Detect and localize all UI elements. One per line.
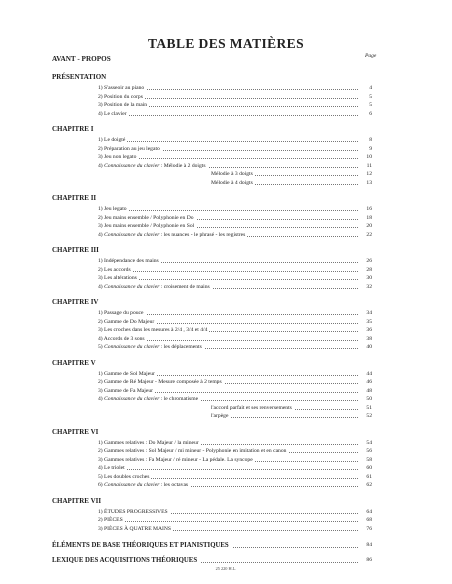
entry-page-number: 40 [358,343,372,352]
entry-text: 2) Les accords [98,266,131,273]
entry-text: 3) Gamme de Fa Majeur [98,387,153,394]
entry-page-number: 22 [358,231,372,240]
entry-page-number: 50 [358,395,372,404]
entry-text: Mélodie à 3 doigts [211,171,253,177]
section-heading: PRÉSENTATION [52,73,107,81]
entry-page-number: 60 [358,464,372,473]
entry-text: l'accord parfait et ses renversements [211,404,292,411]
toc-entry [52,222,372,231]
entry-italic-text: Connaissance du clavier [104,162,160,169]
dot-leader [98,521,358,522]
entry-title [98,258,161,264]
entry-title [98,474,151,480]
entry-title [98,388,155,394]
entry-text: 2) Position du corps [98,93,143,100]
toc-entry [52,343,372,352]
entry-italic-text: Connaissance du clavier [104,231,160,238]
entry-title [98,440,201,446]
page-title: TABLE DES MATIÈRES [148,36,304,51]
toc-entry [52,439,372,448]
toc-section [52,497,372,534]
toc-entry [52,205,372,214]
entry-page-number: 9 [358,145,372,154]
entry-page-number: 56 [358,447,372,456]
toc-entry [52,257,372,266]
entry-page-number: 8 [358,136,372,145]
entry-page-number: 34 [358,309,372,318]
toc-entry [52,387,372,396]
entry-page-number: 54 [358,439,372,448]
entry-text: Mélodie à 4 doigts [211,179,253,186]
entry-page-number: 12 [358,170,372,179]
entry-title [211,180,255,186]
table-of-contents [52,73,372,566]
entry-page-number: 28 [358,266,372,275]
entry-title [98,223,196,229]
entry-text: 3) Gammes relatives : Fa Majeur / ré mineur - La pédale. La syncope [98,456,253,463]
entry-title [211,405,294,411]
entry-title [98,154,138,160]
bottom-entry-title: LEXIQUE DES ACQUISITIONS THÉORIQUES [52,557,200,564]
entry-text: 2) Jeu mains ensemble / Polyphonie en Do [98,214,194,221]
entry-title [98,232,247,238]
entry-text: 4) [98,162,105,169]
entry-text: 2) Gamme de Do Majeur [98,318,155,325]
entry-title [98,284,212,290]
toc-entry [52,266,372,275]
entry-text: 4) [98,231,105,238]
section-heading: CHAPITRE I [52,125,94,133]
entry-title [98,94,145,100]
entry-text-rest: : le chromatisme [159,396,199,402]
footer-code: 25 220 H.L. [215,566,237,571]
toc-entry [52,214,372,223]
toc-entry [52,84,372,93]
toc-entry [52,370,372,379]
toc-entry [52,179,372,188]
toc-section [52,73,372,118]
entry-text-rest: : croisement de mains [159,283,210,290]
entry-text: 1) Le doigté [98,137,126,143]
entry-text: 1) Indépendance des mains [98,258,159,264]
toc-entry [52,145,372,154]
entry-page-number: 4 [358,84,372,93]
entry-page-number: 10 [358,153,372,162]
dot-leader [98,469,358,470]
toc-section [52,428,372,490]
toc-entry [52,274,372,283]
section-heading: CHAPITRE VII [52,496,102,505]
bottom-entry-title: ÉLÉMENTS DE BASE THÉORIQUES ET PIANISTIQUES [52,542,232,549]
dot-leader [98,141,358,142]
entry-title [98,206,129,212]
entry-title [98,371,157,377]
entry-page-number: 46 [358,378,372,387]
entry-text: 1) S'asseoir au piano [98,85,145,91]
entry-title [98,344,204,350]
entry-text: 5) [98,344,105,350]
section-heading: CHAPITRE IV [52,298,99,306]
entry-text: l'arpège [211,413,229,419]
entry-text: 2) Gammes relatives : Sol Majeur / mi mineur - Polyphonie en imitation et en canon [98,448,287,454]
entry-title [211,171,255,177]
entry-text: 4) Le clavier [98,110,127,117]
entry-title [211,413,230,419]
entry-title [98,482,190,488]
entry-text: 6) [98,482,105,488]
entry-page-number: 13 [358,179,372,188]
entry-page-number: 26 [358,257,372,266]
toc-section [52,194,372,239]
toc-entry [52,464,372,473]
entry-text: 4) Accords de 3 sons [98,335,145,342]
toc-entry [52,93,372,102]
entry-title [98,215,196,221]
entry-italic-text: Connaissance du clavier [104,396,160,402]
entry-page-number: 76 [358,525,372,534]
entry-title [98,319,156,325]
entry-title [98,327,209,333]
entry-text: 3) Jeu non legato [98,154,137,160]
entry-page-number: 5 [358,101,372,110]
toc-entry [52,404,372,413]
toc-entry [52,412,372,421]
entry-page-number: 68 [358,516,372,525]
entry-title [98,526,173,532]
entry-text: 1) Gammes relatives : Do Majeur / la mineur [98,439,199,446]
entry-title [98,137,127,143]
entry-text: 4) [98,283,105,290]
entry-text: 4) [98,396,105,402]
entry-page-number: 61 [358,473,372,482]
toc-entry [52,395,372,404]
entry-text-rest: : les octavas [159,482,189,488]
entry-italic-text: Connaissance du clavier [104,482,160,488]
avant-propos-heading: AVANT - PROPOS [52,55,111,63]
toc-entry [52,136,372,145]
toc-entry [52,110,372,119]
entry-title [98,111,129,117]
entry-text: 1) Passage du pouce [98,310,144,316]
entry-title [98,275,139,281]
section-heading: CHAPITRE III [52,246,99,254]
toc-bottom-entry [52,540,372,551]
entry-text-rest: : Mélodie à 2 doigts [159,162,206,169]
section-heading: CHAPITRE II [52,194,97,202]
section-heading: CHAPITRE V [52,358,96,367]
entry-title [98,457,255,463]
entry-page-number: 18 [358,214,372,223]
toc-entry [52,326,372,335]
bottom-entry-page-number: 86 [358,555,372,566]
entry-page-number: 58 [358,456,372,465]
entry-page-number: 16 [358,205,372,214]
toc-entry [52,481,372,490]
toc-entry [52,473,372,482]
toc-entry [52,525,372,534]
entry-text-rest: : les nuances - le phrasé - les registres [159,231,246,238]
toc-entry [52,101,372,110]
entry-page-number: 20 [358,222,372,231]
dot-leader [211,417,358,418]
entry-page-number: 48 [358,387,372,396]
toc-entry [52,283,372,292]
entry-page-number: 11 [358,162,372,171]
entry-page-number: 44 [358,370,372,379]
entry-text: 1) ÉTUDES PROGRESSIVES [98,508,168,515]
toc-entry [52,508,372,517]
toc-entry [52,378,372,387]
entry-page-number: 38 [358,335,372,344]
entry-text: 3) Les croches dans les mesures à 2/4 , 3/4 et 4/4 [98,327,208,333]
entry-title [98,396,200,402]
entry-page-number: 30 [358,274,372,283]
entry-page-number: 36 [358,326,372,335]
toc-entry [52,318,372,327]
entry-text: 2) Préparation au jeu legato [98,145,160,152]
toc-entry [52,456,372,465]
entry-italic-text: Connaissance du clavier [104,283,160,290]
entry-text: 3) Les altérations [98,275,137,281]
dot-leader [98,115,358,116]
entry-page-number: 51 [358,404,372,413]
entry-title [98,379,224,385]
entry-title [98,310,146,316]
entry-page-number: 5 [358,93,372,102]
toc-entry [52,162,372,171]
toc-entry [52,447,372,456]
entry-text: 1) Jeu legato [98,206,127,212]
entry-page-number: 35 [358,318,372,327]
entry-title [98,336,147,342]
toc-section [52,298,372,352]
entry-text: 3) PIÈCES À QUATRE MAINS [98,525,172,532]
toc-section [52,246,372,291]
entry-text: 4) Le triolet [98,465,125,471]
entry-title [98,267,133,273]
entry-page-number: 62 [358,481,372,490]
toc-entry [52,170,372,179]
entry-page-number: 32 [358,283,372,292]
entry-title [98,85,146,91]
toc-entry [52,335,372,344]
entry-text: 1) Gamme de Sol Majeur [98,370,155,377]
entry-title [98,163,208,169]
entry-text-rest: : les déplacements [159,344,202,350]
entry-text: 3) Jeu mains ensemble / Polyphonie en Sol [98,223,195,229]
entry-title [98,448,288,454]
dot-leader [98,210,358,211]
toc-entry [52,153,372,162]
entry-page-number: 64 [358,508,372,517]
entry-text: 3) Position de la main [98,102,148,108]
entry-text: 2) PIÈCES [98,517,123,523]
entry-text: 2) Gamme de Ré Majeur - Mesure composée à 2 temps [98,379,222,385]
toc-bottom-entry [52,555,372,566]
entry-page-number: 6 [358,110,372,119]
toc-entry [52,516,372,525]
entry-title [98,146,162,152]
bottom-entry-page-number: 84 [358,540,372,551]
dot-leader [98,271,358,272]
entry-title [98,517,125,523]
entry-title [98,102,149,108]
entry-title [98,465,127,471]
entry-text: 5) Les doubles croches [98,473,150,480]
entry-page-number: 52 [358,412,372,421]
toc-entry [52,309,372,318]
entry-italic-text: Connaissance du clavier [104,344,160,350]
entry-title [98,509,170,515]
section-heading: CHAPITRE VI [52,427,99,436]
page-column-label: Page [365,53,377,59]
toc-section [52,359,372,421]
toc-entry [52,231,372,240]
toc-section [52,125,372,187]
